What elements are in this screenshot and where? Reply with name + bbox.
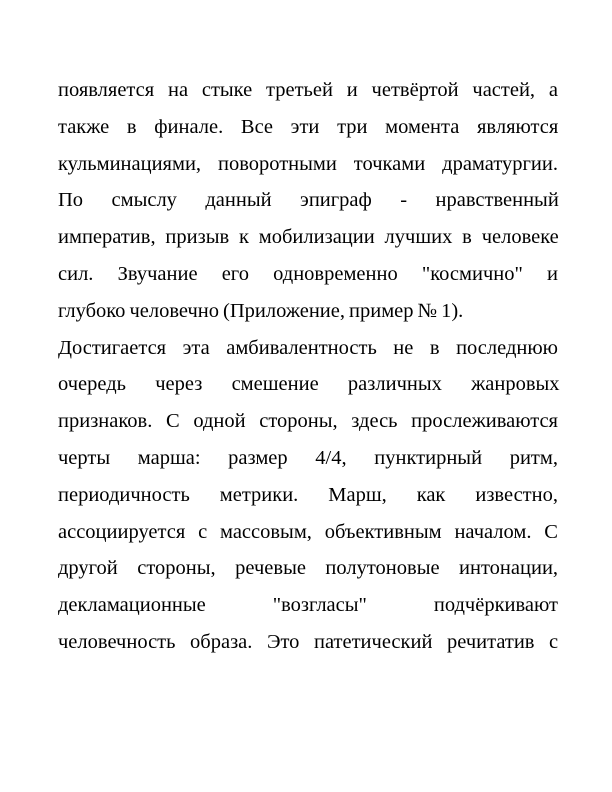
body-text xyxy=(58,72,558,661)
text-line: императив, призыв к мобилизации лучших в человеке xyxy=(58,226,559,249)
text-line: глубоко человечно (Приложение, пример № 1). xyxy=(58,299,464,322)
text-line: Достигается эта амбивалентность не в последнюю xyxy=(58,336,558,359)
text-line: другой стороны, речевые полутоновые интонации, xyxy=(58,557,559,580)
text-line: признаков. С одной стороны, здесь прослеживаются xyxy=(58,410,558,433)
text-line: периодичность метрики. Марш, как известно, xyxy=(58,483,558,506)
text-line: черты марша: размер 4/4, пунктирный ритм, xyxy=(58,446,558,469)
text-line: кульминациями, поворотными точками драматургии. xyxy=(58,152,558,175)
text-line: появляется на стыке третьей и четвёртой частей, а xyxy=(58,79,558,101)
text-line: ассоциируется с массовым, объективным началом. С xyxy=(58,520,558,543)
text-line: человечность образа. Это патетический речитатив с xyxy=(58,630,559,653)
text-line: очередь через смешение различных жанровых xyxy=(58,373,560,396)
text-line: По смыслу данный эпиграф - нравственный xyxy=(58,189,559,212)
text-line: сил. Звучание его одновременно "космично" и xyxy=(58,262,559,285)
text-line: декламационные "возгласы" подчёркивают xyxy=(58,594,559,617)
text-line: также в финале. Все эти три момента являются xyxy=(58,115,559,138)
